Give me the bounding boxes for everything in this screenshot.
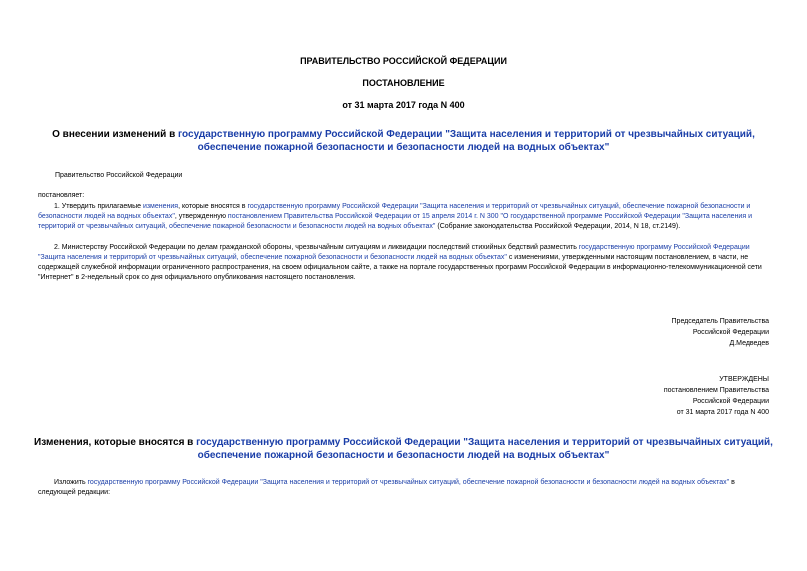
- doc-type-heading: ПОСТАНОВЛЕНИЕ: [362, 78, 445, 88]
- approved-line-4: от 31 марта 2017 года N 400: [676, 409, 769, 416]
- approved-line-1: УТВЕРЖДЕНЫ: [719, 376, 769, 383]
- signature-line-1: Председатель Правительства: [671, 318, 769, 325]
- paragraph-1: [38, 202, 770, 232]
- government-heading: ПРАВИТЕЛЬСТВО РОССИЙСКОЙ ФЕДЕРАЦИИ: [300, 56, 507, 66]
- program-link[interactable]: государственную программу Российской Федерации "Защита населения и территорий от чрезвычайных ситуаций, обеспечение пожарной безопасности и безопасности людей на водных объектах": [38, 203, 751, 220]
- approved-block: [664, 374, 769, 418]
- changes-title-program-link[interactable]: государственную программу Российской Федерации "Защита населения и территорий от чрезвычайных ситуаций, обеспечение пожарной безопасности и безопасности людей на водных объектах": [196, 437, 773, 461]
- signature-block: [672, 316, 769, 349]
- program-link-2[interactable]: государственную программу Российской Федерации "Защита населения и территорий от чрезвычайных ситуаций, обеспечение пожарной безопасности и безопасности людей на водных объектах": [38, 244, 750, 261]
- document-title: [30, 128, 777, 154]
- resolution-link[interactable]: постановлением Правительства Российской Федерации от 15 апреля 2014 г. N 300 "О государственной программе Российской Федерации "Защита населения и территорий от чрезвычайных ситуаций, обеспечение пожарной безопасности и безопасности людей на водных объектах": [38, 213, 752, 230]
- final-paragraph: [38, 478, 770, 498]
- p1-text-a: 1. Утвердить прилагаемые: [54, 203, 143, 210]
- p2-text-b: с изменениями, утвержденными настоящим постановлением, в части, не содержащей служебной информации ограниченного распространения, на своем официальном сайте, а также на портале государственных программ Российской Федерации в информационно-телекоммуникационной сети "Интернет" в 2-недельный срок со дня официального опубликования настоящего постановления.: [38, 254, 762, 281]
- title-program-link[interactable]: государственную программу Российской Федерации "Защита населения и территорий от чрезвычайных ситуаций, обеспечение пожарной безопасности и безопасности людей на водных объектах": [178, 129, 755, 153]
- final-program-link[interactable]: государственную программу Российской Федерации "Защита населения и территорий от чрезвычайных ситуаций, обеспечение пожарной безопасности и безопасности людей на водных объектах": [87, 479, 730, 486]
- signature-line-2: Российской Федерации: [692, 329, 769, 336]
- changes-link[interactable]: изменения: [142, 203, 179, 210]
- approved-line-3: Российской Федерации: [692, 398, 769, 405]
- title-prefix: О внесении изменений в: [52, 129, 179, 140]
- paragraph-2: [38, 243, 770, 283]
- changes-title-prefix: Изменения, которые вносятся в: [34, 437, 197, 448]
- changes-title: [30, 436, 777, 462]
- doc-date: от 31 марта 2017 года N 400: [342, 100, 465, 110]
- p2-text-a: 2. Министерству Российской Федерации по делам гражданской обороны, чрезвычайным ситуациям и ликвидации последствий стихийных бедствий разместить: [54, 244, 579, 251]
- final-text-a: Изложить: [54, 479, 88, 486]
- intro-text: Правительство Российской Федерации: [55, 172, 183, 179]
- p1-text-d: (Собрание законодательства Российской Федерации, 2014, N 18, ст.2149).: [435, 223, 681, 230]
- signature-name: Д.Медведев: [729, 340, 769, 347]
- final-text-b: в следующей редакции:: [38, 479, 735, 496]
- decrees-text: постановляет:: [38, 192, 85, 199]
- approved-line-2: постановлением Правительства: [663, 387, 769, 394]
- p1-text-c: , утвержденную: [174, 213, 228, 220]
- p1-text-b: , которые вносятся в: [178, 203, 248, 210]
